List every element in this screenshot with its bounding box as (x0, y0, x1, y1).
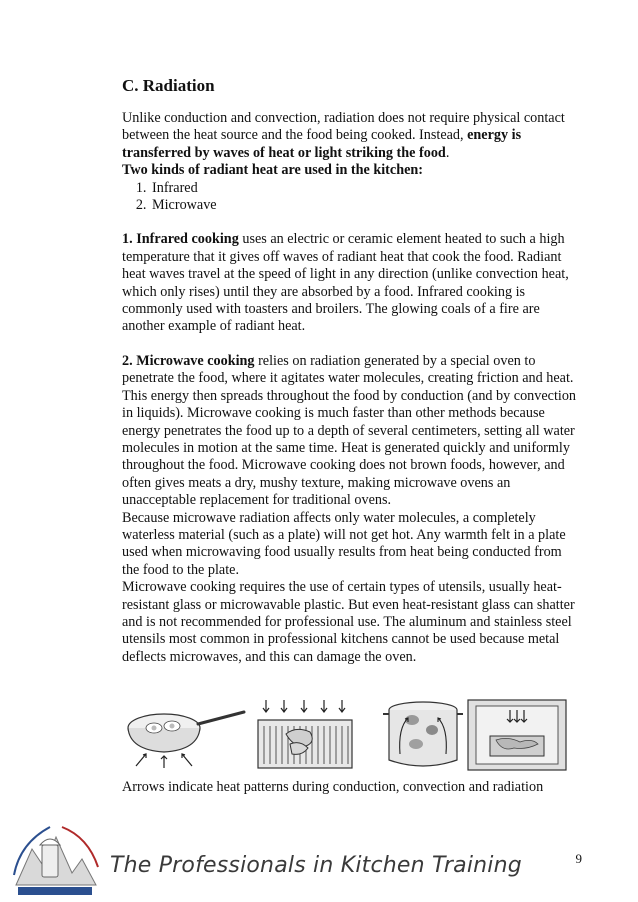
list-item: 2. Microwave (150, 197, 582, 214)
microwave-body: relies on radiation generated by a special oven to penetrate the food, where it agitates water molecules, creating friction and heat. This energy then spreads throughout the food by conduction (and by convection in liquids). Microwave cooking is much faster than other methods because energy penetrates the food up to a depth of several centimeters, setting all water molecules in motion at the same time. Heat is generated quickly and uniformly throughout the food. Microwave cooking does not brown foods, however, and often gives meats a dry, mushy texture, making microwave ovens an unacceptable replacement for traditional ovens. (122, 352, 577, 509)
page-number: 9 (575, 851, 582, 866)
oven-radiation-illustration (462, 698, 572, 774)
microwave-paragraph (122, 353, 582, 510)
intro-end: . (445, 144, 450, 161)
intro-emphasis: energy is transferred by waves of heat or light striking the food (122, 127, 522, 161)
microwave-paragraph-3: Microwave cooking requires the use of certain types of utensils, usually heat-resistant glass or microwavable plastic. But even heat-resistant glass can shatter and is not recommended for professional use. The aluminum and stainless steel utensils most common in professional kitchens cannot be used because metal deflects microwaves, and this can damage the oven. (122, 579, 575, 665)
infrared-paragraph (122, 231, 582, 335)
pot-convection-illustration (378, 698, 468, 774)
heat-pattern-figures (122, 698, 582, 774)
microwave-paragraph-2: Because microwave radiation affects only water molecules, a completely waterless material (such as a plate) will not get hot. Any warmth felt in a plate used when microwaving food usually results from heat being conducted from the food to the plate. (122, 509, 566, 578)
egyptian-chefs-association-logo (6, 815, 106, 901)
kinds-heading (122, 162, 582, 179)
kinds-list (122, 180, 582, 215)
list-item: 1. Infrared (150, 180, 582, 197)
infrared-title: 1. Infrared cooking (122, 231, 239, 248)
grill-radiation-illustration (250, 698, 360, 774)
infrared-body: uses an electric or ceramic element heated to such a high temperature that it gives off waves of radiant heat that cook the food. Radiant heat waves travel at the speed of light in any direction (unlike convection heat, which only rises) until they are absorbed by a food. Infrared cooking is commonly used with toasters and broilers. The glowing coals of a fire are another example of radiant heat. (122, 231, 569, 335)
kinds-heading-text: Two kinds of radiant heat are used in the kitchen: (122, 162, 423, 179)
pan-conduction-illustration (122, 698, 252, 774)
figure-caption: Arrows indicate heat patterns during conduction, convection and radiation (122, 779, 544, 795)
intro-text: Unlike conduction and convection, radiation does not require physical contact between the heat source and the food being cooked. Instead, (122, 110, 565, 144)
footer-slogan: The Professionals in Kitchen Training (110, 853, 522, 878)
main-content (122, 76, 582, 666)
intro-paragraph (122, 110, 582, 162)
section-heading: C. Radiation (122, 76, 215, 95)
microwave-title: 2. Microwave cooking (122, 352, 255, 369)
